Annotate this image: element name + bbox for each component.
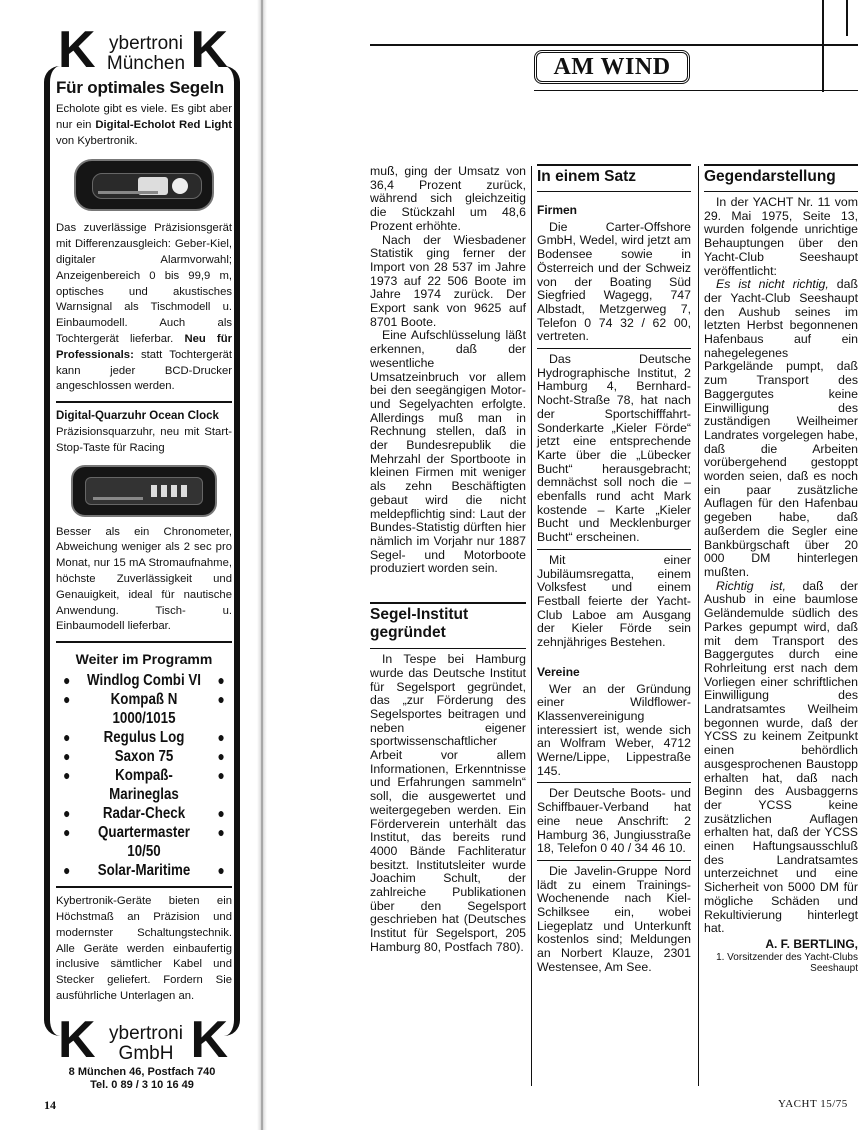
program-item: ● Regulus Log ● — [68, 728, 219, 747]
ad-address: 8 München 46, Postfach 740 — [68, 1066, 216, 1078]
program-title: Weiter im Programm — [75, 651, 213, 668]
article-column-1 — [370, 165, 526, 955]
program-list — [56, 671, 232, 880]
divider — [370, 648, 526, 649]
paragraph: Richtig ist, daß der Aushub in eine baumlose Geländemulde südlich des Parkes gepumpt wird, daß mit dem Transport des Baggergutes durch eine Rohrleitung erst nach dem Vorliegen einer schriftlichen Einwilligung des Landratsamtes Weilheim begonnen wurde, daß der YCSS zu keinem Zeitpunkt einen behördlich ausgesprochenen Baustopp erhalten hat, daß nach Beginn des Ausbaggerns der YCSS keine zusätzlichen Auflagen erhalten hat, daß der YCSS einen Haftungsausschluß des Landratsamtes unterzeichnet und eine Sicherheit von 5000 DM für mögliche Schäden und Rekultivierung hinterlegt hat. — [704, 578, 859, 936]
logo-line1: ybertroni — [109, 33, 183, 54]
paragraph: Nach der Wiesbadener Statistik ging ferner der Import von 28 537 im Jahre 1973 auf 22 506 Boote im Jahre 1974 zurück. Der Export sank von 9625 auf 8701 Boote. — [370, 232, 526, 329]
ad-rule-2 — [56, 641, 232, 643]
divider — [537, 348, 691, 349]
paragraph: Die Javelin-Gruppe Nord lädt zu einem Trainings-Wochenende nach Kiel-Schilksee ein, wobei Liegeplatz und Unterkunft kostenlos sind; Meldungen an Norbert Klauze, 2301 Westensee, Am See. — [537, 863, 691, 974]
divider — [537, 549, 691, 550]
logo-line1: ybertroni — [109, 1023, 183, 1044]
program-item: ● Solar-Maritime ● — [68, 861, 219, 880]
logo-k-right: K — [190, 1011, 228, 1069]
logo-k-left: K — [58, 1011, 96, 1069]
paragraph: muß, ging der Umsatz von 36,4 Prozent zurück, während sich gleichzeitig die Stückzahl um 48,6 Prozent erhöhte. — [370, 164, 526, 233]
paragraph: Der Deutsche Boots- und Schiffbauer-Verband hat eine neue Anschrift: 2 Hamburg 36, Jungiusstraße 18, Telefon 0 40 / 34 46 10. — [537, 786, 691, 856]
article-heading: In einem Satz — [537, 164, 691, 186]
ad-phone: Tel. 0 89 / 3 10 16 49 — [90, 1079, 194, 1091]
column-separator — [698, 166, 699, 1086]
column-separator — [531, 166, 532, 1086]
section-title: AM WIND — [534, 50, 690, 84]
ad-body — [56, 78, 232, 1005]
ad-clock-title: Digital-Quarzuhr Ocean Clock — [56, 410, 219, 423]
paragraph: Das Deutsche Hydrographische Institut, 2 Hamburg 4, Bernhard-Nocht-Straße 78, hat nach der Sportschifffahrt-Sonderkarte „Kieler Förde“ jetzt eine entsprechende Karte über die „Lübecker Bucht“ herausgebracht; demnächst soll noch die – ebenfalls rund acht Mark kostende – Karte „Kieler Bucht und Mecklenburger Bucht“ erscheinen. — [537, 352, 691, 545]
clock-device-image — [71, 465, 217, 517]
logo-k-left: K — [58, 21, 96, 79]
paragraph: Wer an der Gründung einer Wildflower-Klassenvereinigung interessiert ist, wende sich an Wolfram Weber, 4712 Werne/Lippe, Lippestraße 145. — [537, 681, 691, 778]
ad-rule-3 — [56, 886, 232, 888]
article-heading: Gegendarstellung — [704, 164, 858, 186]
program-item: ● Radar-Check ● — [68, 804, 219, 823]
signature-title: 1. Vorsitzender des Yacht-Clubs Seeshaupt — [716, 951, 858, 974]
ad-intro: Echolote gibt es viele. Es gibt aber nur ein Digital-Echolot Red Light von Kybertronik. — [56, 103, 232, 147]
logo-k-right: K — [190, 21, 228, 79]
page-gutter — [257, 0, 267, 1130]
paragraph: In der YACHT Nr. 11 vom 29. Mai 1975, Seite 13, wurden folgende unrichtige Behauptungen über den Yacht-Club Seeshaupt veröffentlicht: — [704, 195, 858, 278]
paragraph: Es ist nicht richtig, daß der Yacht-Club Seeshaupt den Aushub seines im letzten Herbst begonnenen Hafenbaus auf ein nahegelegenes Parkgelände pumpt, daß zum Transport des Baggergutes keine Einwilligung des zuständigen Weilheimer Landrates vorgelegen habe, daß die Arbeiten vorübergehend gestoppt worden seien, daß es noch ein paar zusätzliche Auflagen für den Hafenbau gegeben habe, daß außerdem die Segler eine Bankbürgschaft über 20 000 DM hinterlegen mußten. — [704, 277, 858, 579]
page-number-left: 14 — [44, 1098, 56, 1112]
paragraph: Mit einer Jubiläumsregatta, einem Volksfest und einem Festball feierte der Yacht-Club Laboe am Ausgang der Kieler Förde sein zehnjähriges Bestehen. — [537, 552, 691, 650]
edge-mark — [822, 0, 824, 92]
program-item: ● Kompaß N 1000/1015 ● — [68, 690, 219, 728]
program-item: ● Kompaß-Marineglas ● — [68, 766, 219, 804]
header-rule-bottom — [534, 90, 858, 91]
logo-line2: GmbH — [118, 1043, 174, 1064]
divider — [537, 860, 691, 861]
ad-headline: Für optimales Segeln — [56, 78, 224, 97]
logo-line2: München — [106, 53, 186, 74]
paragraph: Eine Aufschlüsselung läßt erkennen, daß der wesentliche Umsatzeinbruch vor allem bei den seegängigen Motor- und Segelyachten erfolgte. Allerdings muß man in Rechnung stellen, daß in der Bundesrepublik die Mehrzahl der Sportboote in kleinen Firmen mit weniger als zehn Beschäftigten gebaut wird die nicht meldepflichtig sind: Laut der Bundes-Statistig dürften hier nämlich im Vorjahr nur 1887 Segel- und Motorboote produziert worden sein. — [370, 328, 526, 576]
program-item: ● Saxon 75 ● — [68, 747, 219, 766]
ad-rule — [56, 401, 232, 403]
paragraph: Die Carter-Offshore GmbH, Wedel, wird jetzt am Bodensee sowie in Österreich und der Schweiz von der Boating Süd Siegfried Wagegg, 747 Albstadt, Metzgerweg 7, Telefon 0 74 32 / 62 00, vertreten. — [537, 219, 691, 344]
ad-clock-intro: Präzisionsquarzuhr, neu mit Start-Stop-Taste für Racing — [56, 425, 232, 454]
edge-mark — [846, 0, 848, 36]
article-heading: Segel-Institut gegründet — [370, 602, 526, 642]
article-column-3 — [704, 164, 858, 974]
echolot-device-image — [74, 159, 214, 211]
ad-closing: Kybertronik-Geräte bieten ein Höchstmaß an Präzision und modernster Schaltungstechnik. Alle Geräte werden einbaufertig inclusive sämtlicher Kabel und Stecker geliefert. Fordern Sie ausführliche Unterlagen an. — [56, 895, 232, 1002]
subheading: Vereine — [537, 664, 580, 679]
kybertronik-advertisement — [44, 21, 240, 1096]
divider — [537, 782, 691, 783]
program-item: ● Quartermaster 10/50 ● — [68, 823, 219, 861]
divider — [704, 191, 858, 192]
program-item: ● Windlog Combi VI ● — [68, 671, 219, 690]
signature: A. F. BERTLING, — [765, 936, 858, 951]
subheading: Firmen — [537, 203, 578, 217]
ad-echolot-description: Das zuverlässige Präzisionsgerät mit Differenzausgleich: Geber-Kiel, digitaler Alarmvorwahl; Anzeigenbereich 0 bis 99,9 m, optisches und akustisches Warnsignal als Tischmodell u. Einbaumodell. Auch als Tochtergerät lieferbar. Neu für Professionals: statt Tochtergerät kann jeder BCD-Drucker angeschlossen werden. — [56, 222, 232, 393]
header-rule-top — [370, 44, 858, 46]
ad-clock-description: Besser als ein Chronometer, Abweichung weniger als 2 sec pro Monat, nur 15 mA Stromaufnahme, höchste Zuverlässigkeit und Genauigkeit, ideal für nautische Anwendung. Tisch- u. Einbaumodell lieferbar. — [56, 525, 232, 633]
page-footer-right: YACHT 15/75 — [778, 1098, 848, 1110]
article-column-2 — [537, 164, 691, 975]
paragraph: In Tespe bei Hamburg wurde das Deutsche Institut für Segelsport gegründet, das „zur Förderung des Segelsportes beitragen und neben eigener sportwissenschaftlicher Arbeit vor allem Informationen, Erkenntnisse und Erfahrungen sammeln“ soll, die ausgewertet und weitergegeben werden. Ein Förderverein unterhält das Institut, das bereits rund 4000 Bände Fachliteratur besitzt. Institutsleiter wurde Joachim Schult, der zahlreiche Publikationen über den Segelsport geschrieben hat (Deutsches Institut für Segelsport, 205 Hamburg 80, Postfach 780). — [370, 652, 526, 954]
divider — [537, 191, 691, 192]
